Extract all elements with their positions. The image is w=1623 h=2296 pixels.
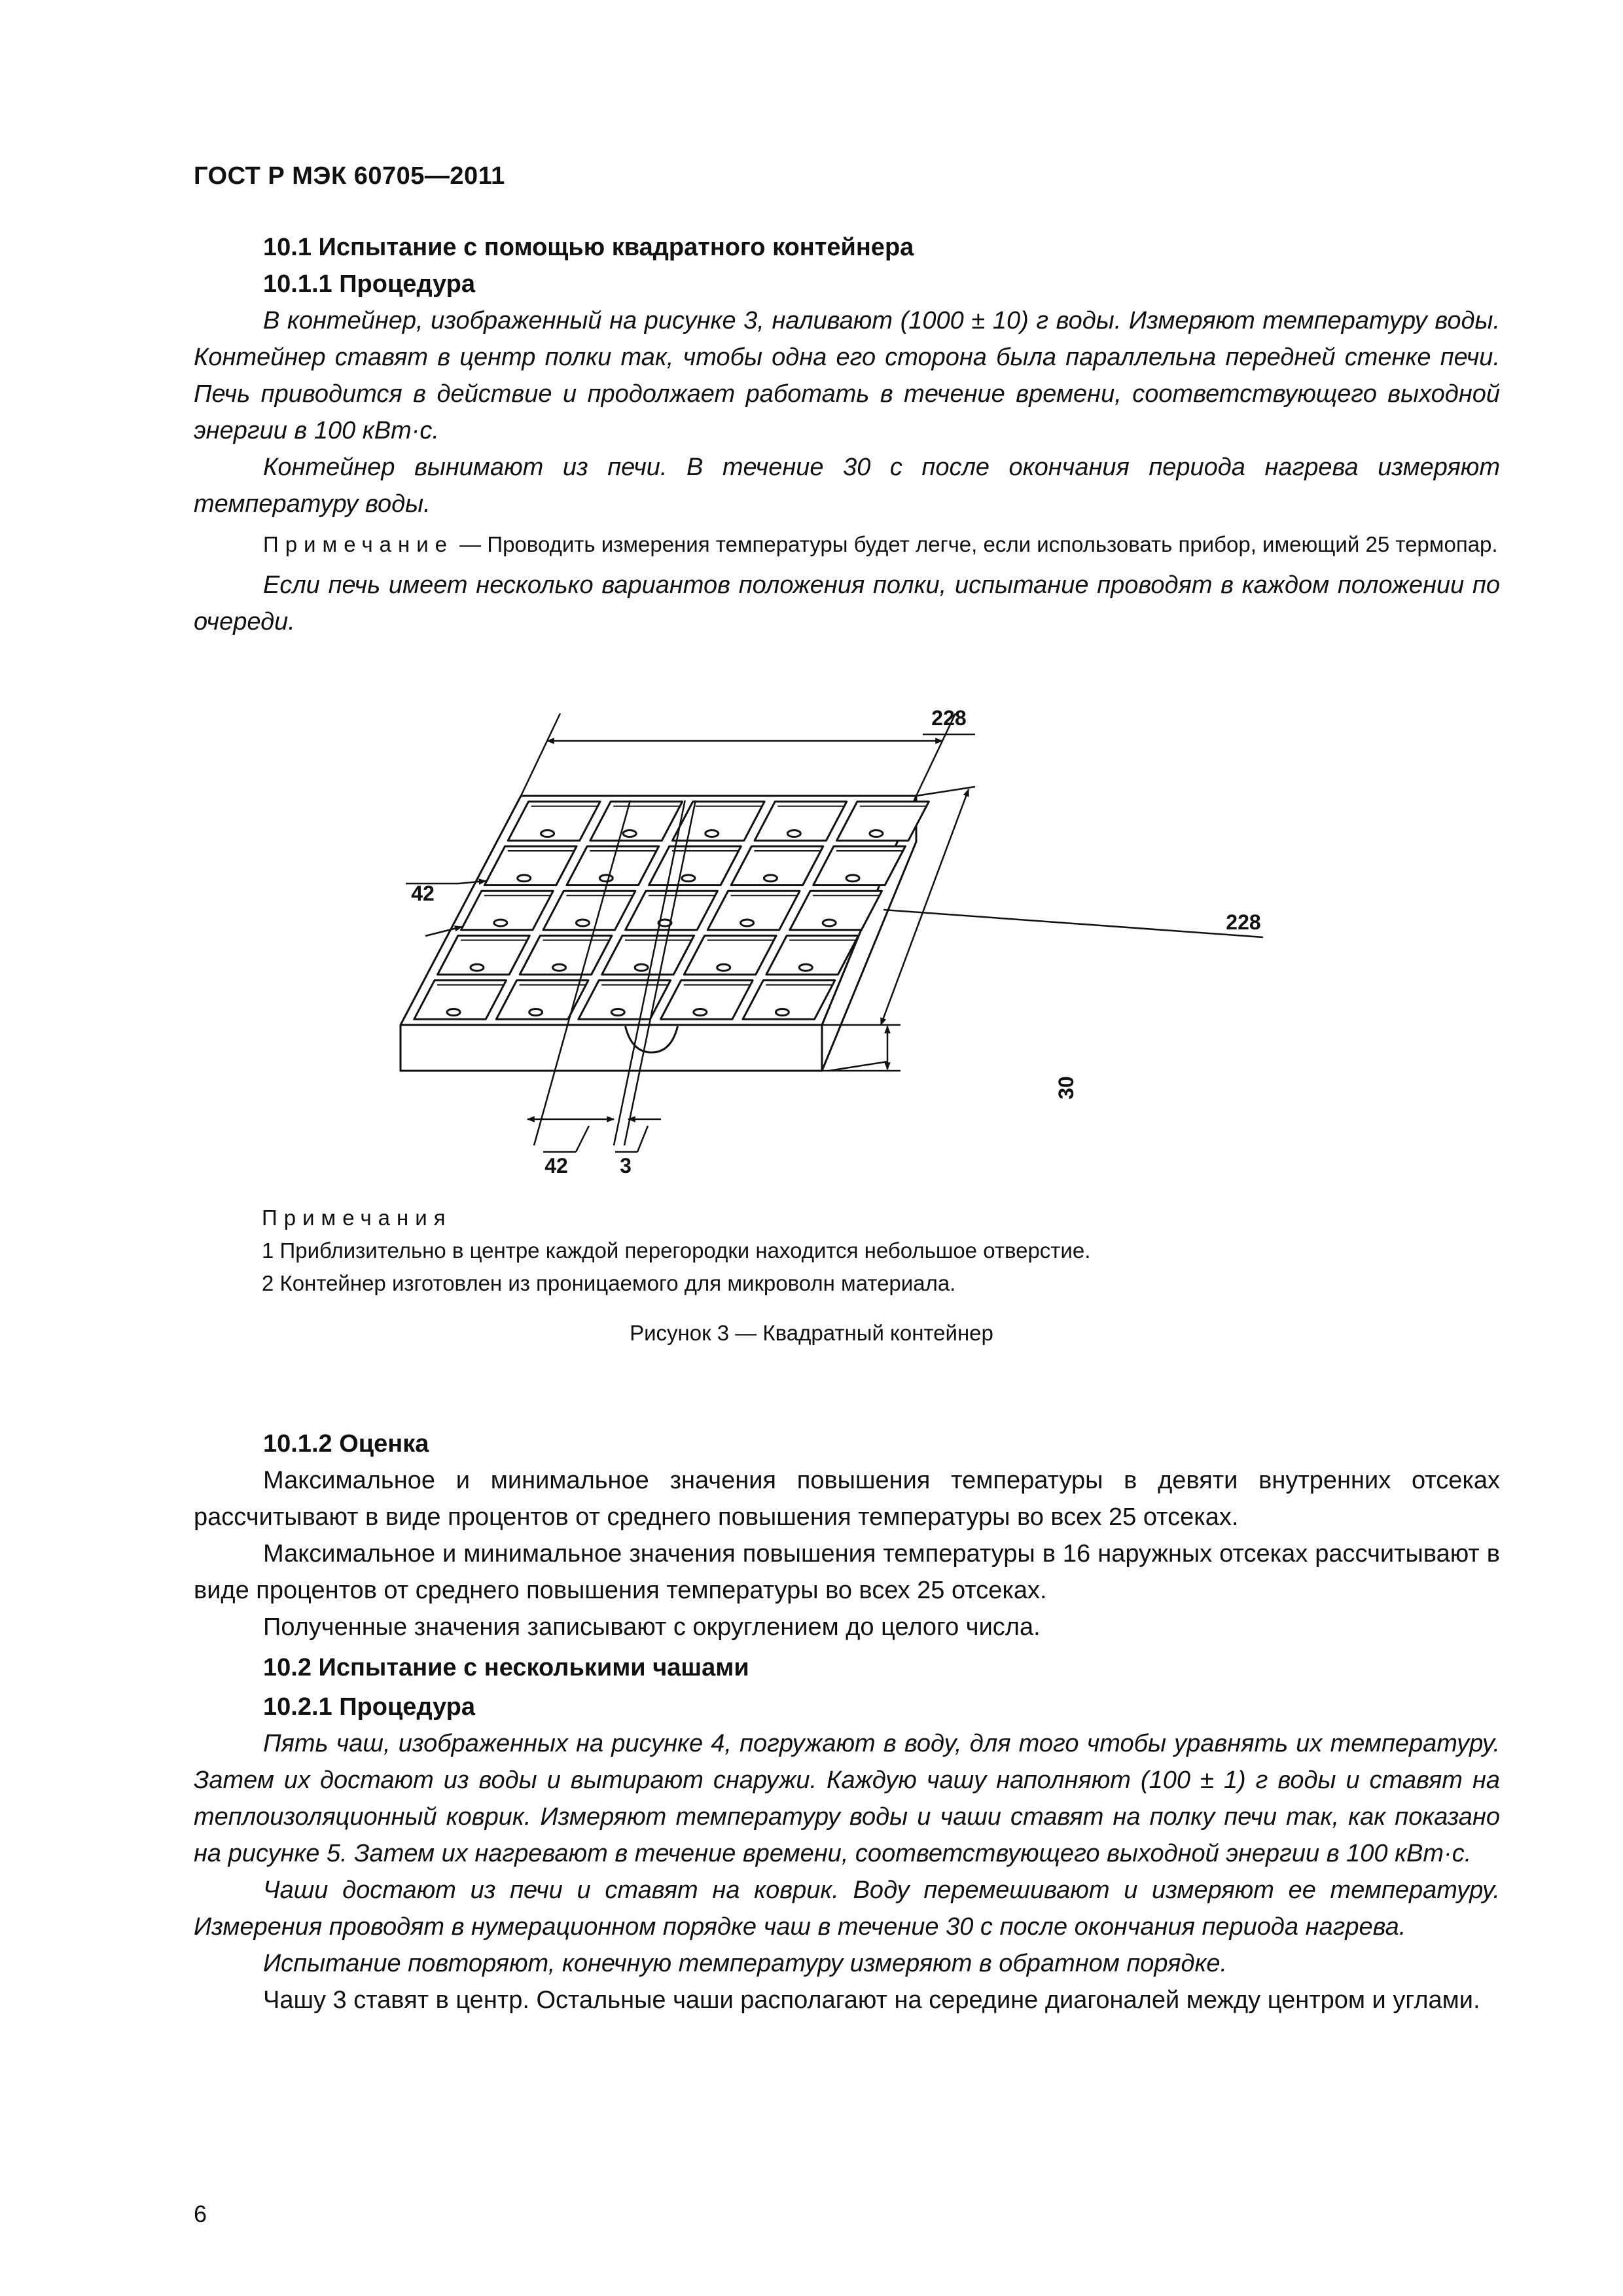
figure-note: 2 Контейнер изготовлен из проницаемого для микроволн материала.	[262, 1271, 956, 1295]
paragraph: Максимальное и минимальное значения повышения температуры в 16 наружных отсеках рассчитывают в виде процентов от среднего повышения температуры во всех 25 отсеках.	[194, 1540, 1500, 1604]
extension-line	[829, 1062, 887, 1071]
subsection-title: 10.1.1 Процедура	[263, 270, 476, 298]
figure-note: 1 Приблизительно в центре каждой перегородки находится небольшое отверстие.	[262, 1238, 1091, 1263]
subsection-title: 10.2.1 Процедура	[263, 1693, 476, 1721]
note	[194, 529, 1500, 560]
paragraph-text: Чашу 3 ставят в центр. Остальные чаши располагают на середине диагоналей между центром и углами.	[263, 1986, 1480, 2014]
paragraph: Чаши достают из печи и ставят на коврик. Воду перемешивают и измеряют ее температуру. Измерения проводят в нумерационном порядке чаш в течение 30 с после окончания периода нагрева.	[194, 1876, 1500, 1941]
paragraph	[194, 1982, 1500, 2018]
section-10-1	[194, 229, 1500, 640]
leader-line	[637, 1126, 648, 1152]
paragraph: Пять чаш, изображенных на рисунке 4, погружают в воду, для того чтобы уравнять их температуру. Затем их достают из воды и вытирают снаружи. Каждую чашу наполняют (100 ± 1) г воды и ставят на теплоизоляционный коврик. Измеряют температуру воды и чаши ставят на полку печи так, как показано на рисунке 5. Затем их нагревают в течение времени, соответствующего выходной энергии в 100 кВт·с.	[194, 1730, 1500, 1867]
section-10-1-2	[194, 1426, 1500, 2018]
container-drawing	[401, 796, 929, 1071]
figure-notes	[262, 1202, 1090, 1300]
figure-square-container	[386, 700, 1302, 1185]
page-number: 6	[194, 2200, 207, 2227]
section-title: 10.2 Испытание с несколькими чашами	[263, 1654, 749, 1681]
dim-label-height: 30	[1054, 1076, 1078, 1100]
section-title: 10.1 Испытание с помощью квадратного контейнера	[263, 234, 914, 261]
leader-line	[883, 910, 1263, 937]
dim-label-cell-bottom: 42	[544, 1154, 568, 1177]
dim-label-cell-left: 42	[411, 882, 435, 905]
dim-label-right: 228	[1226, 910, 1261, 934]
paragraph: Полученные значения записывают с округлением до целого числа.	[263, 1613, 1041, 1641]
paragraph: Испытание повторяют, конечную температуру измеряют в обратном порядке.	[263, 1950, 1228, 1977]
figure-notes-title: Примечания	[262, 1206, 452, 1230]
extension-line	[521, 713, 560, 796]
paragraph: Если печь имеет несколько вариантов положения полки, испытание проводят в каждом положении по очереди.	[194, 571, 1500, 636]
dim-label-top: 228	[931, 706, 967, 730]
note-text: — Проводить измерения температуры будет легче, если использовать прибор, имеющий 25 термопар.	[454, 532, 1498, 556]
document-header: ГОСТ Р МЭК 60705—2011	[194, 162, 505, 190]
leader-line	[576, 1126, 589, 1152]
front-face	[401, 1025, 822, 1071]
paragraph: В контейнер, изображенный на рисунке 3, наливают (1000 ± 10) г воды. Измеряют температуру воды. Контейнер ставят в центр полки так, чтобы одна его сторона была параллельна передней стенке печи. Печь приводится в действие и продолжает работать в течение времени, соответствующего выходной энергии в 100 кВт·с.	[194, 307, 1500, 444]
figure-caption: Рисунок 3 — Квадратный контейнер	[630, 1321, 993, 1345]
subsection-title: 10.1.2 Оценка	[263, 1430, 429, 1458]
paragraph: Максимальное и минимальное значения повышения температуры в девяти внутренних отсеках рассчитывают в виде процентов от среднего повышения температуры во всех 25 отсеках.	[194, 1467, 1500, 1531]
dim-label-wall: 3	[620, 1154, 632, 1177]
note-label: Примечание	[263, 532, 454, 556]
paragraph: Контейнер вынимают из печи. В течение 30 с после окончания периода нагрева измеряют температуру воды.	[194, 454, 1500, 518]
